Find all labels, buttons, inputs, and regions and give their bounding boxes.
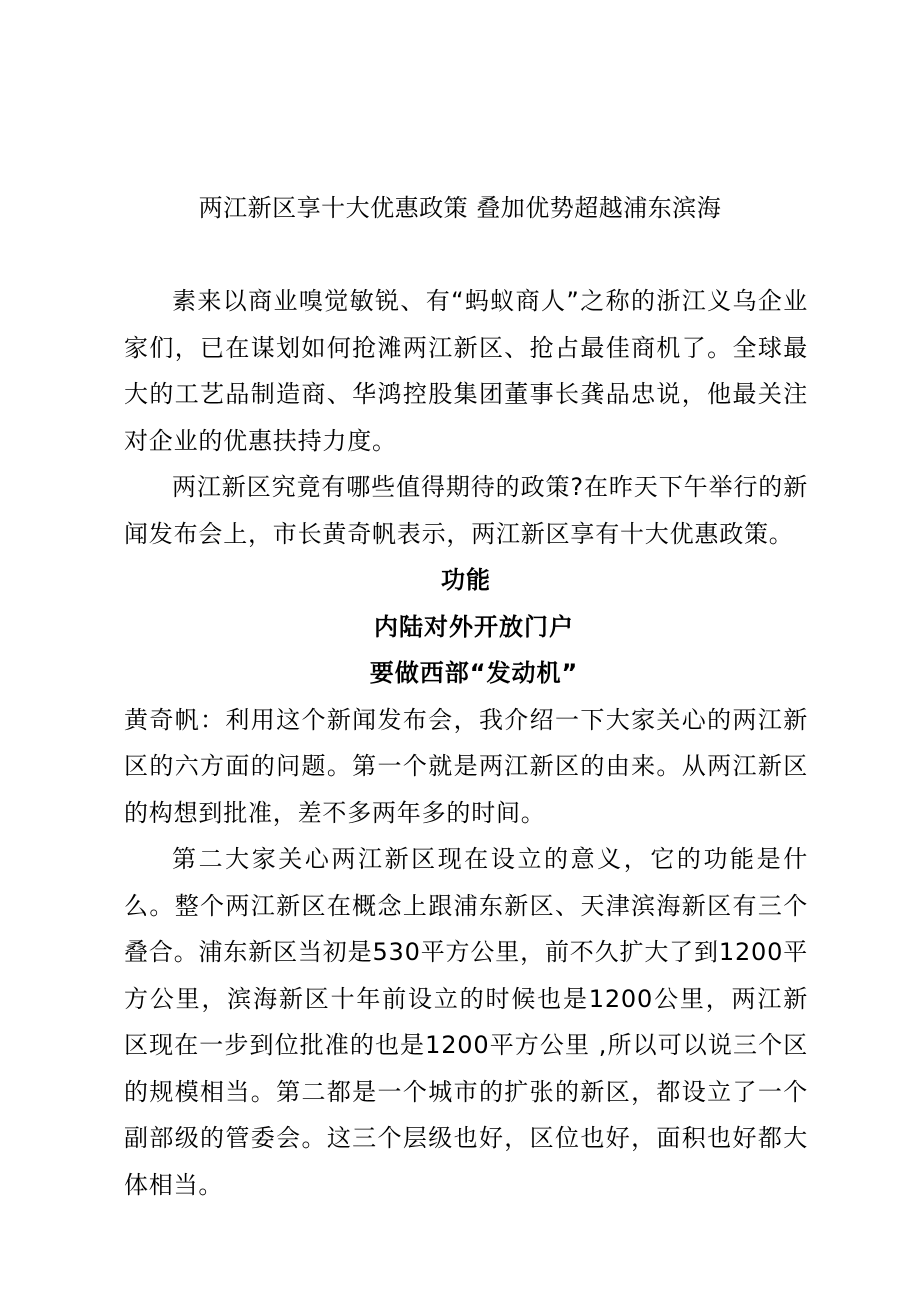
article-title: 两江新区享十大优惠政策 叠加优势超越浦东滨海 <box>198 194 722 222</box>
section-heading-gateway: 内陆对外开放门户 <box>374 612 574 641</box>
paragraph-intro: 素来以商业嗅觉敏锐、有“蚂蚁商人”之称的浙江义乌企业家们，已在谋划如何抢滩两江新区、抢占最佳商机了。全球最大的工艺品制造商、华鸿控股集团董事长龚品忠说，他最关注对企业的优惠扶持力度。 <box>124 287 808 455</box>
section-heading-engine: 要做西部“发动机” <box>369 659 579 687</box>
section-heading-function: 功能 <box>441 566 491 594</box>
article-body <box>124 278 808 1208</box>
paragraph-significance: 第二大家关心两江新区现在设立的意义，它的功能是什么。整个两江新区在概念上跟浦东新区、天津滨海新区有三个叠合。浦东新区当初是530平方公里，前不久扩大了到1200平方公里，滨海新区十年前设立的时候也是1200公里，两江新区现在一步到位批准的也是1200平方公里 ,所以可以说三个区的规模相当。第二都是一个城市的扩张的新区，都设立了一个副部级的管委会。这三个层级也好，区位也好，面积也好都大体相当。 <box>124 845 808 1199</box>
paragraph-huang-statement: 黄奇帆：利用这个新闻发布会，我介绍一下大家关心的两江新区的六方面的问题。第一个就是两江新区的由来。从两江新区的构想到批准，差不多两年多的时间。 <box>124 705 808 827</box>
paragraph-policy-question: 两江新区究竟有哪些值得期待的政策?在昨天下午举行的新闻发布会上，市长黄奇帆表示，两江新区享有十大优惠政策。 <box>124 473 808 548</box>
